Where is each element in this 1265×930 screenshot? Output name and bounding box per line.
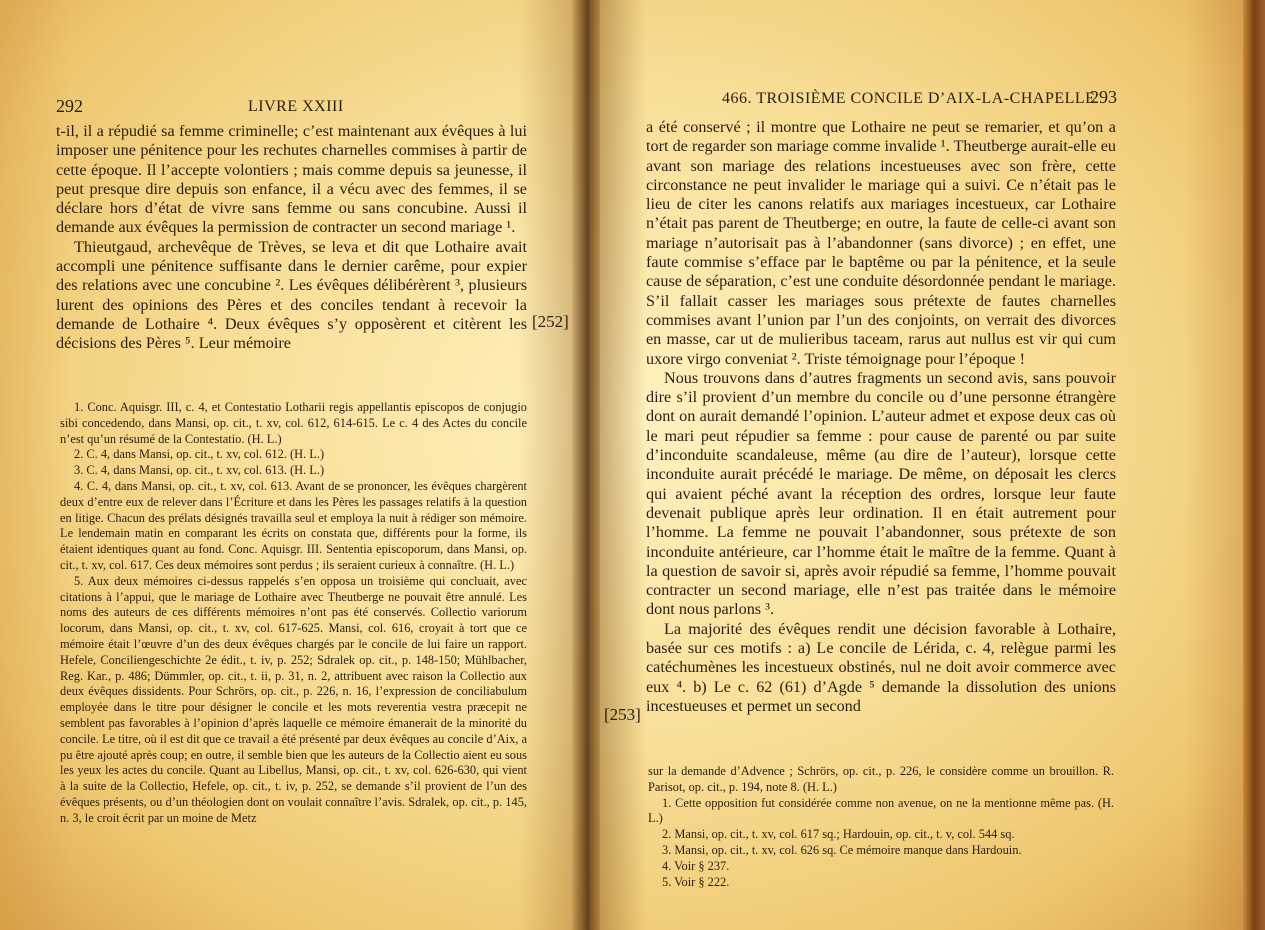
main-text bbox=[646, 118, 1116, 716]
footnote: 4. C. 4, dans Mansi, op. cit., t. xv, col. 613. Avant de se prononcer, les évêques chargèrent deux d’entre eux de relever dans l’Écriture et dans les Pères les passages relatifs à la question en litige. Chacun des prélats désignés travailla seul et employa la nuit à rédiger son mémoire. Le lendemain matin en comparant les écrits on constata que, différents pour la forme, ils étaient identiques quant au fond. Conc. Aquisgr. III. Sententia episcoporum, dans Mansi, op. cit., t. xv, col. 617. Ces deux mémoires sont perdus ; ils seraient curieux à connaître. (H. L.) bbox=[60, 478, 527, 572]
running-head: 466. TROISIÈME CONCILE D’AIX-LA-CHAPELLE bbox=[722, 90, 1096, 107]
page-number: 293 bbox=[1090, 87, 1117, 107]
paragraph: a été conservé ; il montre que Lothaire ne peut se remarier, et qu’on a tort de regarder son mariage comme invalide ¹. Theutberge aurait-elle eu avant son mariage des relations incestueuses avec son frère, cette circonstance ne peut invalider le mariage qui a suivi. Ce n’était pas le lieu de citer les canons relatifs aux mariages incestueux, car Lothaire n’était pas parent de Theutberge; en outre, la faute de celle-ci avant son mariage n’autorisait pas à l’abandonner (sans divorce) ; en effet, une faute commise s’efface par le baptême ou par la pénitence, et la seule cause de séparation, c’est une conduite désordonnée pendant le mariage. S’il fallait casser les mariages sous prétexte de fautes charnelles commises avant l’union par l’un des conjoints, on verrait des divorces en masse, car ut de mulieribus taceam, rarus aut nullus est vir qui cum uxore virgo conveniat ². Triste témoignage pour l’époque ! bbox=[646, 118, 1116, 368]
footnotes bbox=[648, 764, 1114, 890]
page-number: 292 bbox=[56, 96, 83, 116]
margin-reference: [253] bbox=[604, 705, 641, 724]
margin-reference: [252] bbox=[532, 312, 569, 331]
footnote: 4. Voir § 237. bbox=[662, 858, 730, 873]
main-text bbox=[56, 122, 527, 354]
right-page bbox=[592, 0, 1265, 930]
footnotes bbox=[60, 400, 527, 827]
footnote: 2. Mansi, op. cit., t. xv, col. 617 sq.; Hardouin, op. cit., t. v, col. 544 sq. bbox=[662, 827, 1015, 842]
book-edge bbox=[1243, 0, 1265, 930]
paragraph: Nous trouvons dans d’autres fragments un second avis, sans pouvoir dire s’il provient d’un membre du concile ou d’une personne étrangère dont on aurait demandé l’opinion. L’auteur admet et expose deux cas où le mari peut répudier sa femme : pour cause de parenté ou par suite d’inconduite scandaleuse, même (au dire de l’auteur), lorsque cette inconduite aurait précédé le mariage. De même, on déposait les clercs qui avaient péché avant la réception des ordres, lorsque leur faute devenait publique après leur ordination. Il en était autrement pour l’homme. La femme ne pouvait l’abandonner, sous prétexte de son inconduite antérieure, car l’homme était le maître de la femme. Quant à la question de savoir si, après avoir répudié sa femme, l’homme pouvait contracter un second mariage, elle n’est pas traitée dans le mémoire dont nous parlons ³. bbox=[646, 368, 1116, 619]
paragraph: t-il, il a répudié sa femme criminelle; c’est maintenant aux évêques à lui imposer une pénitence pour les rechutes charnelles commises à partir de cette époque. Il l’accepte volontiers ; mais comme depuis sa jeunesse, il peut presque dire depuis son enfance, il a vécu avec des femmes, il se déclare hors d’état de vivre sans femme ou sans concubine. Aussi il demande aux évêques la permission de contracter un second mariage ¹. bbox=[56, 122, 527, 237]
paragraph: Thieutgaud, archevêque de Trèves, se leva et dit que Lothaire avait accompli une pénitence suffisante dans le dernier carême, pour expier des relations avec une concubine ². Les évêques délibérèrent ³, plusieurs lurent des opinions des Pères et des conciles tendant à recevoir la demande de Lothaire ⁴. Deux évêques s’y opposèrent et citèrent les décisions des Pères ⁵. Leur mémoire bbox=[56, 237, 527, 353]
footnote: 3. Mansi, op. cit., t. xv, col. 626 sq. Ce mémoire manque dans Hardouin. bbox=[662, 842, 1022, 857]
footnote: 1. Cette opposition fut considérée comme non avenue, on ne la mentionne même pas. (H. L.) bbox=[648, 795, 1114, 826]
footnote: 3. C. 4, dans Mansi, op. cit., t. xv, col. 613. (H. L.) bbox=[74, 463, 325, 478]
footnote: 5. Aux deux mémoires ci-dessus rappelés s’en opposa un troisième qui concluait, avec citations à l’appui, que le mariage de Lothaire avec Theutberge ne pouvait être annulé. Les noms des auteurs de ces différents mémoires n’ont pas été conservés. Collectio variorum locorum, dans Mansi, op. cit., t. xv, col. 617-625. Mansi, col. 616, croyait à tort que ce mémoire était l’œuvre d’un des deux évêques chargés par le concile de lui faire un rapport. Hefele, Conciliengeschichte 2e édit., t. iv, p. 252; Sdralek op. cit., p. 148-150; Mühlbacher, Reg. Kar., p. 486; Dümmler, op. cit., t. ii, p. 31, n. 2, attribuent avec raison la Collectio aux deux évêques dissidents. Pour Schrörs, op. cit., p. 226, n. 16, l’expression de conciliabulum employée dans le titre pour désigner le concile et les mots reverentia vestra præcepit ne semblent pas favorables à l’opinion d’après laquelle ce mémoire émanerait de la minorité du concile. Le titre, où il est dit que ce travail a été présenté par deux évêques au concile d’Aix, a pu être ajouté après coup; en outre, il semble bien que les auteurs de la Collectio aient eu sous les yeux les actes du concile. Quant au Libellus, Mansi, op. cit., t. xv, col. 626-630, qui vient à la suite de la Collectio, Hefele, op. cit., t. iv, p. 252, se demande s’il provient de l’un des évêques présents, ou d’un théologien dont on voulait connaître l’avis. Sdralek, op. cit., p. 145, n. 3, le croit écrit par un moine de Metz bbox=[60, 573, 527, 825]
footnote: 1. Conc. Aquisgr. III, c. 4, et Contestatio Lotharii regis appellantis episcopos de conjugio sibi concedendo, dans Mansi, op. cit., t. xv, col. 612, 614-615. Le c. 4 des Actes du concile n’est qu’un résumé de la Contestatio. (H. L.) bbox=[60, 400, 527, 446]
footnote: 5. Voir § 222. bbox=[662, 874, 730, 889]
left-page bbox=[0, 0, 588, 930]
footnote-continuation: sur la demande d’Advence ; Schrörs, op. cit., p. 226, le considère comme un brouillon. R. Parisot, op. cit., p. 194, note 8. (H. L.) bbox=[648, 764, 1114, 794]
paragraph: La majorité des évêques rendit une décision favorable à Lothaire, basée sur ces motifs : a) Le concile de Lérida, c. 4, relègue parmi les catéchumènes les incestueux obstinés, nul ne doit avoir commerce avec eux ⁴. b) Le c. 62 (61) d’Agde ⁵ demande la dissolution des unions incestueuses et permet un second bbox=[646, 619, 1116, 715]
footnote: 2. C. 4, dans Mansi, op. cit., t. xv, col. 612. (H. L.) bbox=[74, 447, 325, 462]
running-head: LIVRE XXIII bbox=[248, 98, 344, 115]
